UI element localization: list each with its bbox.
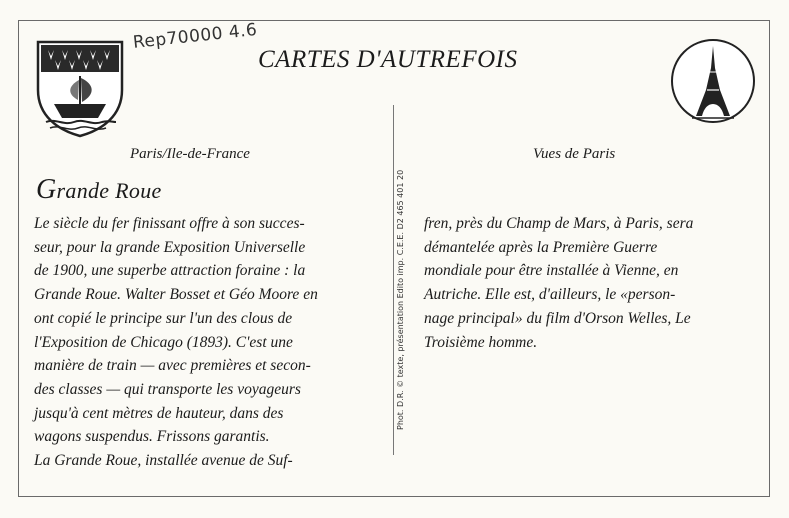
- place-title-initial: G: [36, 174, 57, 205]
- text-line: La Grande Roue, installée avenue de Suf-: [34, 452, 293, 470]
- text-line: démantelée après la Première Guerre: [424, 238, 658, 256]
- text-line: l'Exposition de Chicago (1893). C'est une: [34, 333, 293, 351]
- views-label: Vues de Paris: [533, 146, 616, 162]
- text-line: Le siècle du fer finissant offre à son succes-: [34, 215, 305, 232]
- text-line: manière de train — avec premières et secon-: [34, 357, 311, 375]
- center-divider: [393, 105, 394, 455]
- eiffel-tower-icon: [670, 38, 756, 124]
- place-title: [36, 174, 162, 206]
- place-title-rest: rande Roue: [56, 178, 162, 203]
- text-line: ont copié le principe sur l'un des clous de: [34, 309, 293, 327]
- right-text-column: [424, 212, 756, 354]
- text-line: Grande Roue. Walter Bosset et Géo Moore en: [34, 286, 318, 304]
- text-line: wagons suspendus. Frissons garantis.: [34, 428, 270, 446]
- region-label: Paris/Ile-de-France: [130, 146, 250, 162]
- text-line: nage principal» du film d'Orson Welles, Le: [424, 309, 691, 327]
- text-line: fren, près du Champ de Mars, à Paris, sera: [424, 215, 694, 232]
- text-line: de 1900, une superbe attraction foraine : la: [34, 262, 306, 280]
- series-title: CARTES D'AUTREFOIS: [258, 46, 518, 73]
- text-line: seur, pour la grande Exposition Universelle: [34, 238, 306, 256]
- text-line: jusqu'à cent mètres de hauteur, dans des: [34, 404, 284, 422]
- text-line: des classes — qui transporte les voyageurs: [34, 380, 301, 398]
- text-line: Troisième homme.: [424, 333, 538, 351]
- handwritten-reference: Rep70000 4.6: [132, 19, 259, 53]
- paris-coat-of-arms-icon: [34, 38, 126, 138]
- left-text-column: [34, 212, 379, 473]
- text-line: Autriche. Elle est, d'ailleurs, le «person-: [424, 286, 676, 304]
- text-line: mondiale pour être installée à Vienne, en: [424, 262, 679, 280]
- print-credit: Phot. D.R. © texte, présentation Edito imp. C.E.E. D2 465 401 20: [396, 169, 405, 430]
